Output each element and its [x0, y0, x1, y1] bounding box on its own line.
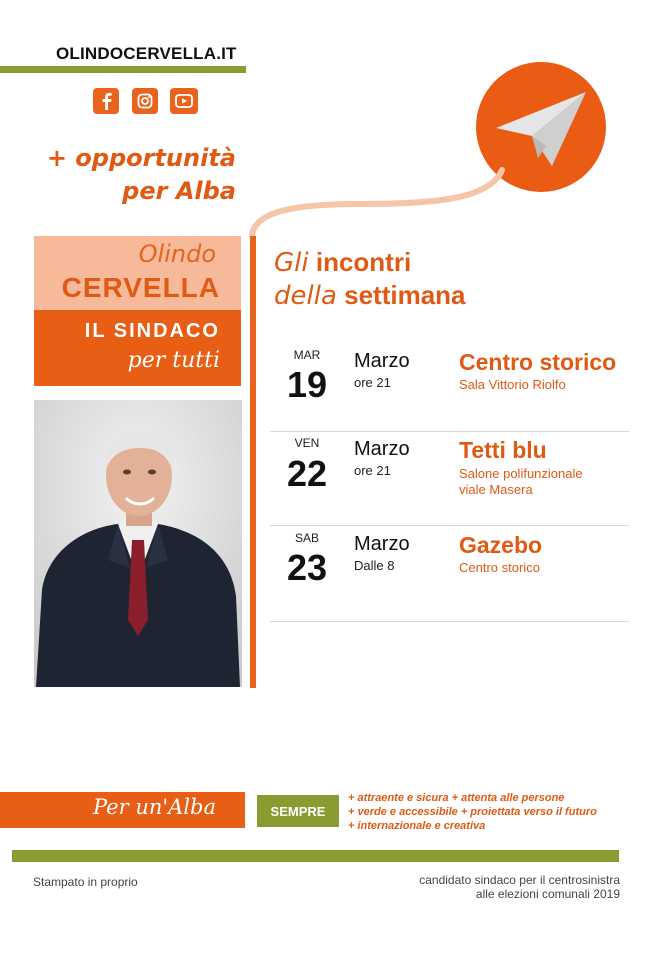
candidate-role: IL SINDACO	[84, 320, 220, 342]
candidacy-line: alle elezioni comunali 2019	[475, 887, 620, 901]
instagram-icon[interactable]	[132, 88, 158, 114]
event-divider	[270, 621, 629, 622]
event-place-line: Centro storico	[459, 560, 540, 575]
event-weekday: SAB	[294, 531, 319, 545]
event-weekday: MAR	[293, 348, 321, 362]
candidate-photo	[34, 400, 242, 687]
facebook-icon[interactable]	[93, 88, 119, 114]
events-heading-line-2	[274, 280, 466, 311]
quality-line: + verde e accessibile + proiettata verso il futuro	[348, 806, 597, 818]
candidacy-notice	[380, 873, 620, 901]
olive-divider-bottom	[12, 850, 619, 862]
site-url[interactable]: OLINDOCERVELLA.IT	[56, 44, 237, 63]
candidate-tagline: per tutti	[127, 348, 220, 373]
event-weekday: VEN	[294, 436, 320, 450]
heading-word: incontri	[315, 247, 412, 277]
olive-divider-top	[0, 66, 246, 73]
heading-word: della	[274, 281, 337, 311]
qualities-list	[348, 791, 597, 833]
sempre-badge: SEMPRE	[257, 795, 339, 827]
slogan-line-2: per Alba	[122, 177, 236, 205]
youtube-icon[interactable]	[170, 88, 198, 114]
event-title: Centro storico	[459, 349, 617, 375]
event-month: Marzo	[354, 438, 410, 460]
event-divider	[270, 431, 629, 432]
event-title: Gazebo	[459, 532, 543, 558]
slogan-line-1: + opportunità	[46, 144, 236, 172]
events-heading-line-1	[274, 247, 411, 278]
event-place-line: viale Masera	[459, 482, 533, 497]
per-alba-text: Per un'Alba	[93, 795, 216, 819]
event-divider	[270, 525, 629, 526]
event-time: ore 21	[354, 375, 391, 390]
event-place-line: Sala Vittorio Riolfo	[459, 377, 566, 392]
quality-line: + attraente e sicura + attenta alle persone	[348, 792, 565, 804]
event-month: Marzo	[354, 533, 410, 555]
candidate-first-name: Olindo	[138, 240, 216, 268]
event-time: ore 21	[354, 463, 391, 478]
event-title: Tetti blu	[459, 437, 547, 463]
event-day: 23	[286, 547, 328, 588]
slogan	[40, 142, 236, 208]
event-day: 22	[286, 453, 328, 494]
event-month: Marzo	[354, 350, 410, 372]
accent-vertical-line	[250, 236, 256, 688]
event-day: 19	[286, 364, 328, 405]
event-place	[459, 560, 540, 576]
quality-line: + internazionale e creativa	[348, 820, 486, 832]
heading-word: Gli	[274, 248, 309, 278]
printed-notice: Stampato in proprio	[33, 875, 138, 889]
candidate-last-name: CERVELLA	[61, 272, 220, 303]
event-place-line: Salone polifunzionale	[459, 466, 583, 481]
candidacy-line: candidato sindaco per il centrosinistra	[419, 873, 620, 887]
event-time: Dalle 8	[354, 558, 395, 573]
event-place	[459, 377, 566, 393]
event-place	[459, 466, 583, 498]
plane-trail	[240, 160, 520, 240]
heading-word: settimana	[344, 280, 466, 310]
